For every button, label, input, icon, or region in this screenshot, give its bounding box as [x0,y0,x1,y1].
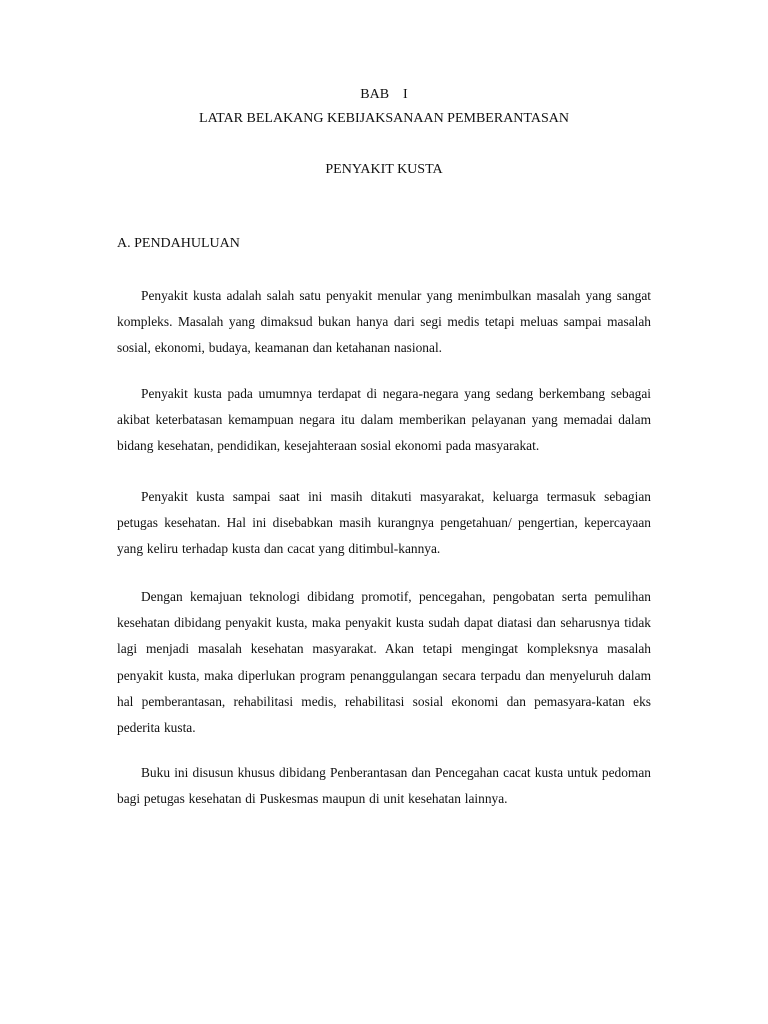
document-subtitle: PENYAKIT KUSTA [325,162,443,177]
chapter-heading: BAB I [360,87,408,102]
paragraph: Buku ini disusun khusus dibidang Penberantasan dan Pencegahan cacat kusta untuk pedoman bagi petugas kesehatan di Puskesmas maupun di unit kesehatan lainnya. [117,765,651,807]
paragraph: Dengan kemajuan teknologi dibidang promotif, pencegahan, pengobatan serta pemulihan kesehatan dibidang penyakit kusta, maka penyakit kusta sudah dapat diatasi dan seharusnya tidak lagi menjadi masalah kesehatan masyarakat. Akan tetapi mengingat kompleksnya masalah penyakit kusta, maka diperlukan program penanggulangan secara terpadu dan menyeluruh dalam hal pemberantasan, rehabilitasi medis, rehabilitasi sosial ekonomi dan pemasyara-katan eks pederita kusta. [117,589,651,736]
section-heading: A. PENDAHULUAN [117,236,240,251]
paragraph: Penyakit kusta pada umumnya terdapat di negara-negara yang sedang berkembang sebagai akibat keterbatasan kemampuan negara itu dalam memberikan pelayanan yang memadai dalam bidang kesehatan, pendidikan, kesejahteraan sosial ekonomi pada masyarakat. [117,386,651,454]
paragraph: Penyakit kusta sampai saat ini masih ditakuti masyarakat, keluarga termasuk sebagian petugas kesehatan. Hal ini disebabkan masih kurangnya pengetahuan/ pengertian, kepercayaan yang keliru terhadap kusta dan cacat yang ditimbul-kannya. [117,489,651,557]
paragraph: Penyakit kusta adalah salah satu penyakit menular yang menimbulkan masalah yang sangat kompleks. Masalah yang dimaksud bukan hanya dari segi medis tetapi meluas sampai masalah sosial, ekonomi, budaya, keamanan dan ketahanan nasional. [117,288,651,356]
document-title: LATAR BELAKANG KEBIJAKSANAAN PEMBERANTASAN [199,111,569,126]
